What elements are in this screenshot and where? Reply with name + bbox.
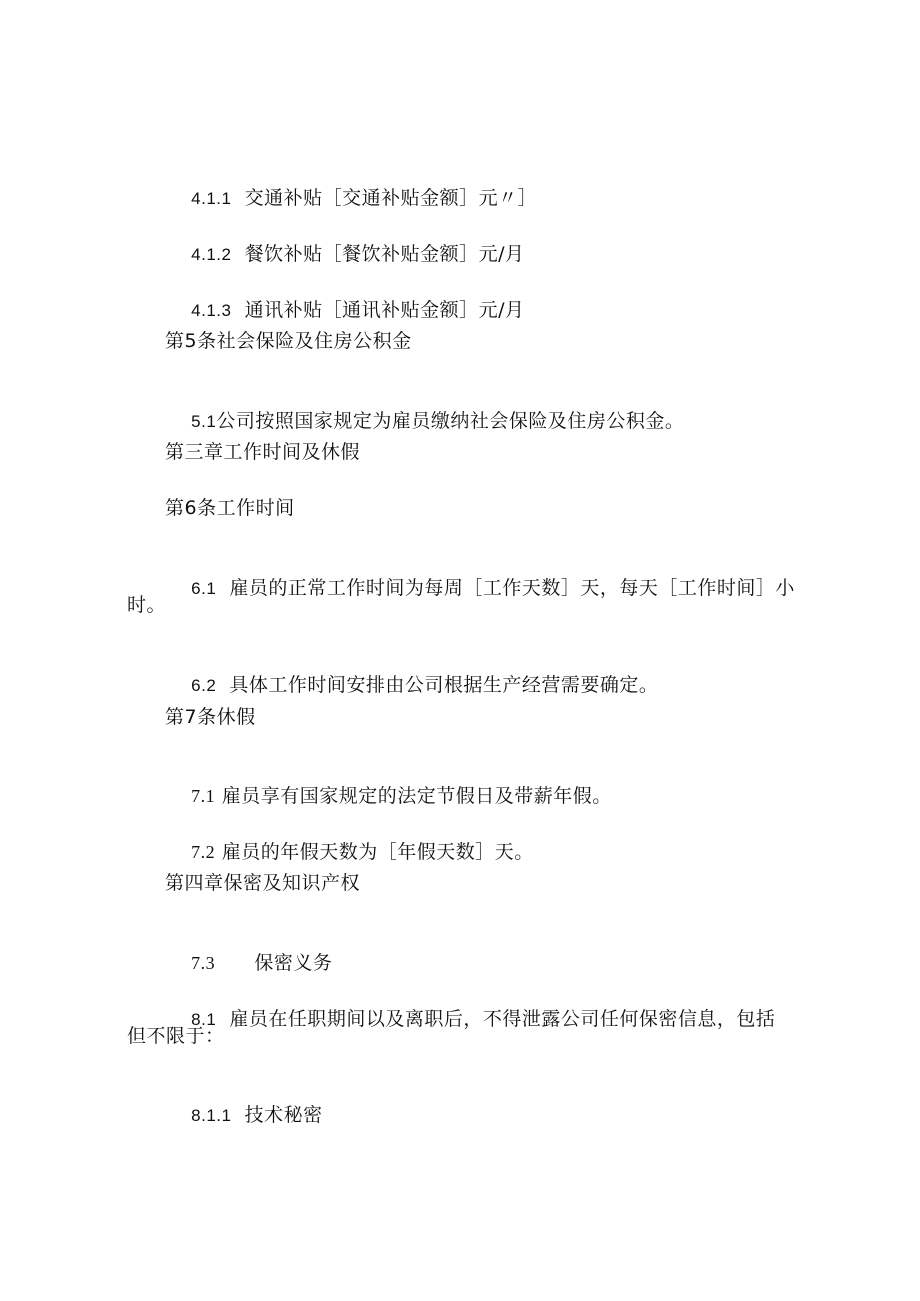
clause-text: 餐饮补贴［餐饮补贴金额］元/月 bbox=[244, 243, 525, 265]
clause-text: 雇员享有国家规定的法定节假日及带薪年假。 bbox=[221, 785, 612, 807]
clause-text: 公司按照国家规定为雇员缴纳社会保险及住房公积金。 bbox=[216, 410, 685, 432]
article-6-heading: 第6条工作时间 bbox=[165, 497, 295, 519]
clause-number: 7.3 bbox=[191, 953, 216, 973]
clause-text: 雇员在任职期间以及离职后，不得泄露公司任何保密信息，包括 bbox=[229, 1008, 776, 1030]
clause-number: 6.2 bbox=[191, 676, 217, 695]
clause-text: 具体工作时间安排由公司根据生产经营需要确定。 bbox=[229, 674, 659, 696]
article-5-heading: 第5条社会保险及住房公积金 bbox=[165, 330, 412, 352]
clause-number: 7.1 bbox=[191, 786, 216, 806]
clause-8-1-continuation: 但不限于： bbox=[127, 1025, 225, 1047]
clause-text: 雇员的年假天数为［年假天数］天。 bbox=[221, 841, 534, 863]
clause-number: 4.1.2 bbox=[191, 245, 232, 264]
clause-text: 技术秘密 bbox=[244, 1104, 323, 1126]
clause-number: 6.1 bbox=[191, 579, 217, 598]
clause-text: 通讯补贴［通讯补贴金额］元/月 bbox=[244, 299, 525, 321]
clause-8-1 bbox=[165, 983, 775, 1056]
clause-number: 8.1.1 bbox=[191, 1106, 232, 1125]
clause-6-1 bbox=[165, 552, 795, 625]
clause-text: 保密义务 bbox=[254, 952, 333, 974]
clause-text: 雇员的正常工作时间为每周［工作天数］天，每天［工作时间］小 bbox=[229, 577, 795, 599]
article-7-heading: 第7条休假 bbox=[165, 706, 256, 728]
clause-6-1-continuation: 时。 bbox=[127, 594, 167, 616]
clause-number: 5.1 bbox=[191, 412, 217, 431]
chapter-4-heading: 第四章保密及知识产权 bbox=[165, 872, 361, 894]
chapter-3-heading: 第三章工作时间及休假 bbox=[165, 441, 361, 463]
clause-number: 4.1.3 bbox=[191, 301, 232, 320]
clause-number: 7.2 bbox=[191, 842, 216, 862]
clause-text: 交通补贴［交通补贴金额］元〃］ bbox=[244, 187, 538, 209]
clause-number: 8.1 bbox=[191, 1010, 217, 1029]
clause-8-1-1 bbox=[165, 1079, 323, 1152]
clause-number: 4.1.1 bbox=[191, 189, 232, 208]
